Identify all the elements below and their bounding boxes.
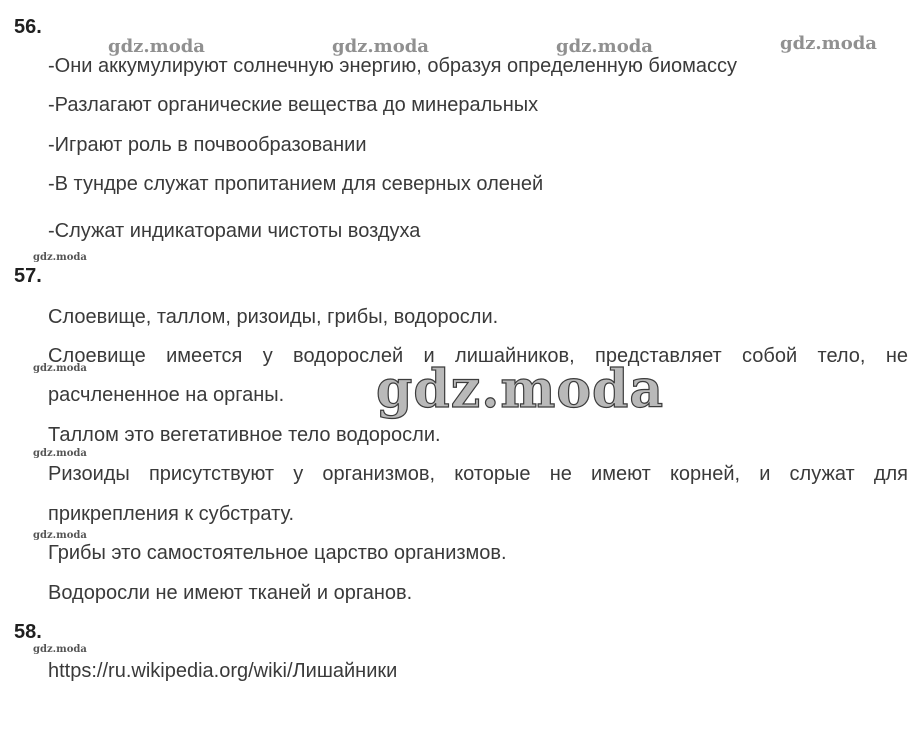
watermark-logo: gdz.moda: [33, 644, 87, 655]
watermark-logo: gdz.moda: [780, 33, 877, 54]
answer-line: -Служат индикаторами чистоты воздуха: [48, 220, 421, 242]
answer-line: Водоросли не имеют тканей и органов.: [48, 582, 413, 604]
watermark-logo: gdz.moda: [33, 448, 87, 459]
section-number: 58.: [14, 621, 42, 643]
answer-line: Таллом это вегетативное тело водоросли.: [48, 424, 441, 446]
section-number: 57.: [14, 265, 42, 287]
watermark-logo-large: gdz.moda: [376, 359, 665, 420]
wikipedia-link[interactable]: https://ru.wikipedia.org/wiki/Лишайники: [48, 660, 398, 682]
watermark-logo: gdz.moda: [332, 36, 429, 57]
answer-line: -Они аккумулируют солнечную энергию, образуя определенную биомассу: [48, 55, 738, 77]
answer-line: -В тундре служат пропитанием для северных оленей: [48, 173, 544, 195]
answer-line: прикрепления к субстрату.: [48, 503, 295, 525]
answer-line: -Разлагают органические вещества до минеральных: [48, 94, 539, 116]
watermark-logo: gdz.moda: [33, 530, 87, 541]
watermark-logo: gdz.moda: [556, 36, 653, 57]
watermark-logo: gdz.moda: [108, 36, 205, 57]
answer-line: -Играют роль в почвообразовании: [48, 134, 367, 156]
watermark-logo: gdz.moda: [33, 252, 87, 263]
answer-line: Слоевище имеется у водорослей и лишайников, представляет собой тело, не: [48, 345, 908, 367]
section-number: 56.: [14, 16, 42, 38]
watermark-logo: gdz.moda: [33, 363, 87, 374]
answer-line: расчлененное на органы.: [48, 384, 285, 406]
answer-line: Ризоиды присутствуют у организмов, которые не имеют корней, и служат для: [48, 463, 908, 485]
answer-line: Слоевище, таллом, ризоиды, грибы, водоросли.: [48, 306, 499, 328]
answer-line: Грибы это самостоятельное царство организмов.: [48, 542, 507, 564]
